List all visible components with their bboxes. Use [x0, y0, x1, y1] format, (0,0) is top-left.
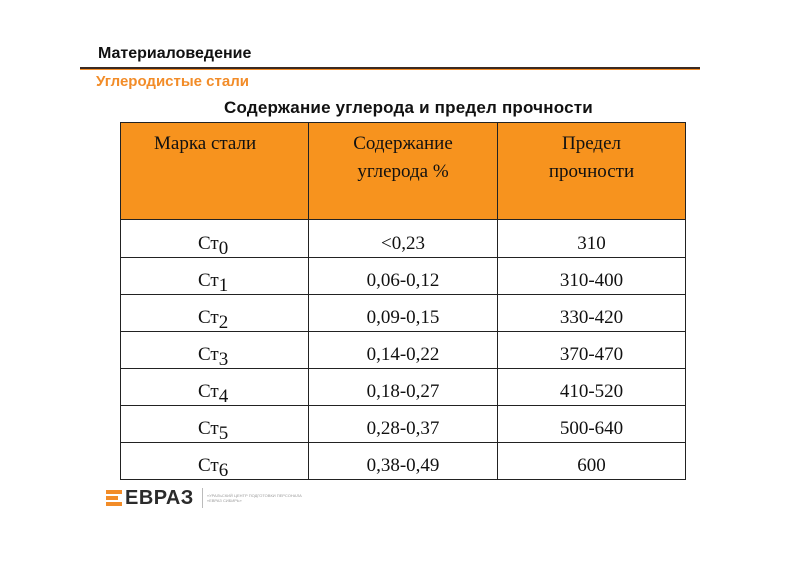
grade-index: 2 [218, 312, 229, 333]
grade-prefix: Ст [198, 381, 219, 402]
table-body [121, 220, 686, 480]
steel-table [120, 122, 686, 480]
header-divider-accent [80, 69, 700, 70]
cell-carbon: 0,28-0,37 [309, 406, 498, 443]
cell-grade [121, 295, 309, 332]
grade-index: 6 [218, 460, 229, 481]
cell-carbon: 0,09-0,15 [309, 295, 498, 332]
evraz-logo-text: ЕВРАЗ [125, 486, 194, 509]
section-subtitle: Углеродистые стали [96, 73, 249, 90]
column-header-carbon [309, 123, 498, 220]
grade-prefix: Ст [198, 307, 219, 328]
cell-grade [121, 332, 309, 369]
cell-grade [121, 369, 309, 406]
grade-prefix: Ст [198, 270, 219, 291]
cell-carbon: 0,14-0,22 [309, 332, 498, 369]
logo-caption: «УРАЛЬСКИЙ ЦЕНТР ПОДГОТОВКИ ПЕРСОНАЛА «ЕВРАЗ СИБИРЬ» [206, 493, 302, 503]
column-header-grade-label: Марка стали [154, 133, 257, 154]
grade-index: 4 [218, 386, 229, 407]
cell-strength: 410-520 [498, 369, 686, 406]
cell-strength: 370-470 [498, 332, 686, 369]
cell-strength: 310 [498, 220, 686, 258]
cell-strength: 600 [498, 443, 686, 480]
grade-index: 0 [218, 238, 229, 259]
cell-grade [121, 406, 309, 443]
cell-strength: 310-400 [498, 258, 686, 295]
grade-index: 5 [218, 423, 229, 444]
table-row [121, 258, 686, 295]
table-row [121, 332, 686, 369]
column-header-carbon-label: Содержание углерода % [353, 133, 453, 182]
logo-divider [202, 488, 203, 508]
cell-strength: 330-420 [498, 295, 686, 332]
grade-prefix: Ст [198, 418, 219, 439]
grade-index: 3 [218, 349, 229, 370]
evraz-logo [106, 487, 317, 509]
cell-grade [121, 220, 309, 258]
table-row [121, 295, 686, 332]
table-header-row [121, 123, 686, 220]
cell-grade [121, 258, 309, 295]
table-row [121, 443, 686, 480]
table-title: Содержание углерода и предел прочности [224, 98, 593, 117]
grade-prefix: Ст [198, 233, 219, 254]
grade-index: 1 [218, 275, 229, 296]
table-row [121, 406, 686, 443]
cell-carbon: <0,23 [309, 220, 498, 258]
grade-prefix: Ст [198, 344, 219, 365]
page-title: Материаловедение [98, 45, 252, 62]
column-header-strength [498, 123, 686, 220]
cell-strength: 500-640 [498, 406, 686, 443]
evraz-logo-icon [106, 490, 122, 507]
column-header-grade [121, 123, 309, 220]
cell-carbon: 0,38-0,49 [309, 443, 498, 480]
cell-carbon: 0,18-0,27 [309, 369, 498, 406]
grade-prefix: Ст [198, 455, 219, 476]
column-header-strength-label: Предел прочности [548, 133, 635, 182]
table-row [121, 220, 686, 258]
cell-grade [121, 443, 309, 480]
cell-carbon: 0,06-0,12 [309, 258, 498, 295]
table-row [121, 369, 686, 406]
